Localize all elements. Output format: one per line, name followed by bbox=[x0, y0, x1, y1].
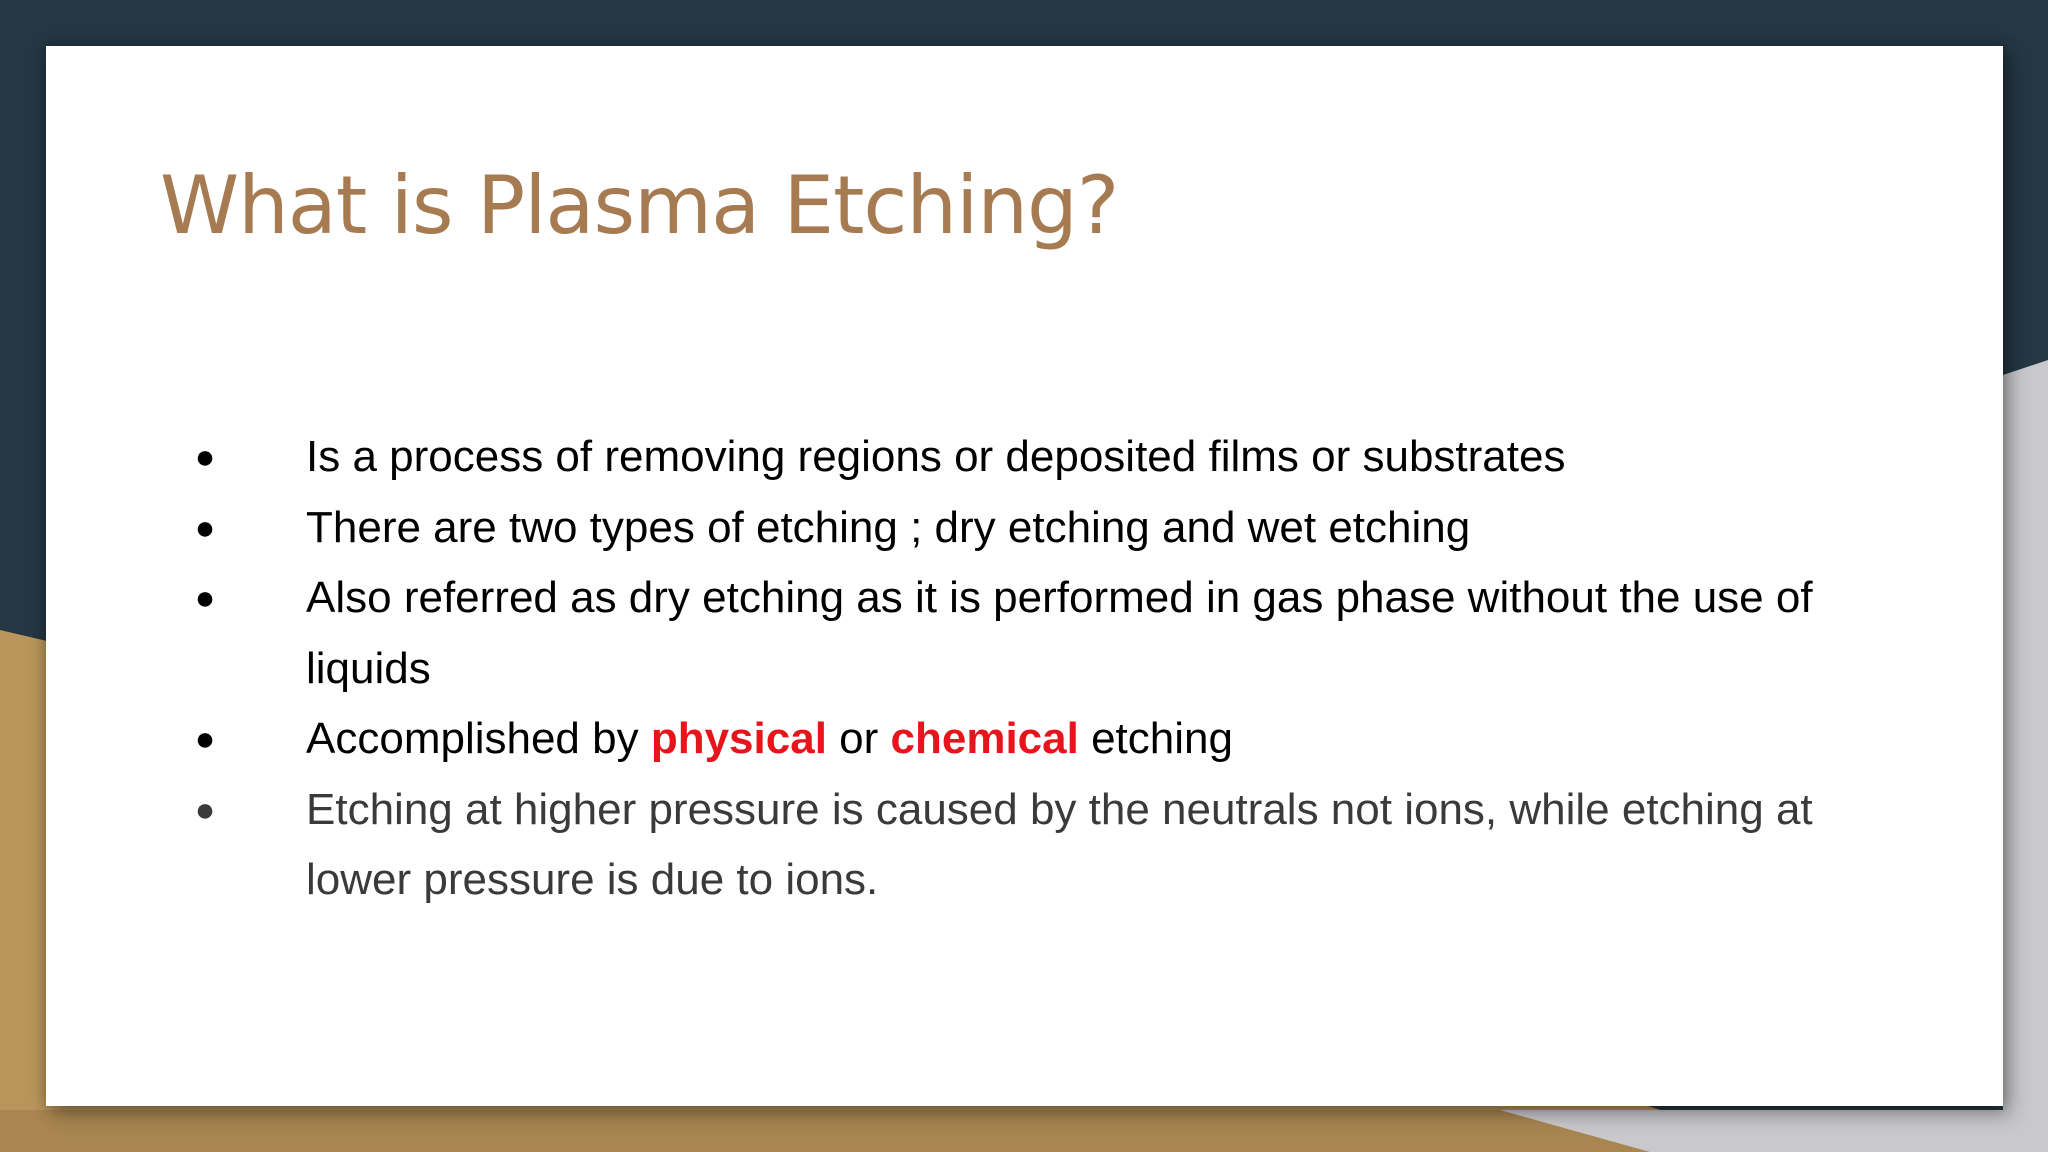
slide-title: What is Plasma Etching? bbox=[160, 159, 1119, 252]
bullet-text-suffix: etching bbox=[1078, 714, 1233, 763]
bullet-text: Etching at higher pressure is caused by the neutrals not ions, while etching at lower pressure is due to ions. bbox=[306, 784, 1813, 904]
bullet-icon: ● bbox=[194, 508, 216, 547]
list-item bbox=[185, 775, 1825, 916]
bullet-icon: ● bbox=[194, 438, 216, 476]
bullet-text: Is a process of removing regions or deposited films or substrates bbox=[306, 432, 1566, 481]
list-item bbox=[185, 563, 1825, 704]
bullet-icon: ● bbox=[194, 790, 216, 829]
list-item bbox=[185, 493, 1825, 564]
bullet-icon: ● bbox=[194, 720, 216, 758]
bullet-text-prefix: Accomplished by bbox=[306, 714, 651, 763]
emphasis-physical: physical bbox=[650, 714, 827, 763]
gold-accent-shadow bbox=[0, 1110, 1650, 1152]
list-item bbox=[185, 704, 1825, 775]
bullet-list bbox=[185, 422, 1825, 916]
bullet-icon: ● bbox=[194, 579, 216, 617]
bullet-text-middle: or bbox=[826, 714, 891, 763]
bullet-text: Also referred as dry etching as it is performed in gas phase without the use of liquids bbox=[306, 573, 1813, 693]
list-item bbox=[185, 422, 1825, 493]
emphasis-chemical: chemical bbox=[890, 714, 1079, 763]
bullet-text: There are two types of etching ; dry etching and wet etching bbox=[306, 502, 1471, 552]
